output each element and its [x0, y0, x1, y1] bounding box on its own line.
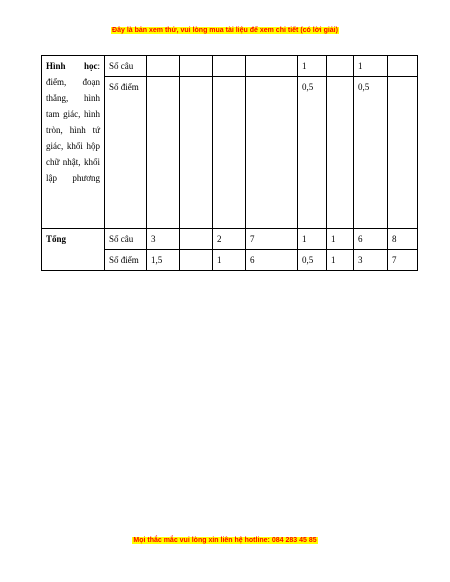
geometry-topic-cell: Hình học: điểm, đoạn thẳng, hình tam giác, hình tròn, hình tứ giác, khối hộp chữ nhật, khối lập phương — [42, 56, 105, 229]
table-cell: 1 — [327, 250, 354, 271]
row-label: Số câu — [105, 56, 147, 77]
table-cell: 0,5 — [298, 77, 327, 229]
table-cell: 1 — [298, 229, 327, 250]
table-cell — [388, 56, 418, 77]
table-cell: 2 — [213, 229, 246, 250]
table-cell — [180, 250, 213, 271]
score-matrix-table — [41, 55, 418, 271]
table-cell: 3 — [147, 229, 180, 250]
table-cell — [180, 77, 213, 229]
geometry-topic-lead: Hình học — [46, 61, 98, 71]
hotline-banner — [0, 537, 450, 544]
table-cell: 1 — [327, 229, 354, 250]
row-label: Số điểm — [105, 77, 147, 229]
table-cell: 1 — [213, 250, 246, 271]
table-cell — [388, 77, 418, 229]
table-cell — [246, 77, 298, 229]
table-cell: 6 — [354, 229, 388, 250]
table-cell — [213, 56, 246, 77]
table-cell: 6 — [246, 250, 298, 271]
preview-notice-banner — [0, 27, 450, 34]
table-cell: 7 — [388, 250, 418, 271]
total-row-questions — [42, 229, 418, 250]
table-cell — [147, 77, 180, 229]
table-cell: 3 — [354, 250, 388, 271]
table-cell: 7 — [246, 229, 298, 250]
table-cell — [180, 56, 213, 77]
table-cell: 0,5 — [354, 77, 388, 229]
table-cell: 1 — [354, 56, 388, 77]
row-label: Số điểm — [105, 250, 147, 271]
row-label: Số câu — [105, 229, 147, 250]
table-cell — [180, 229, 213, 250]
table-cell: 1 — [298, 56, 327, 77]
table-cell: 1,5 — [147, 250, 180, 271]
table-cell: 0,5 — [298, 250, 327, 271]
table-cell: 8 — [388, 229, 418, 250]
table-cell — [246, 56, 298, 77]
table-cell — [327, 77, 354, 229]
hotline-text: Mọi thắc mắc vui lòng xin liên hệ hotline: 084 283 45 85 — [133, 537, 317, 544]
table-cell — [327, 56, 354, 77]
table-cell — [213, 77, 246, 229]
total-label-cell: Tổng — [42, 229, 105, 271]
table-cell — [147, 56, 180, 77]
geometry-row-questions — [42, 56, 418, 77]
preview-notice-text: Đây là bản xem thử, vui lòng mua tài liệu để xem chi tiết (có lời giải) — [112, 27, 338, 34]
